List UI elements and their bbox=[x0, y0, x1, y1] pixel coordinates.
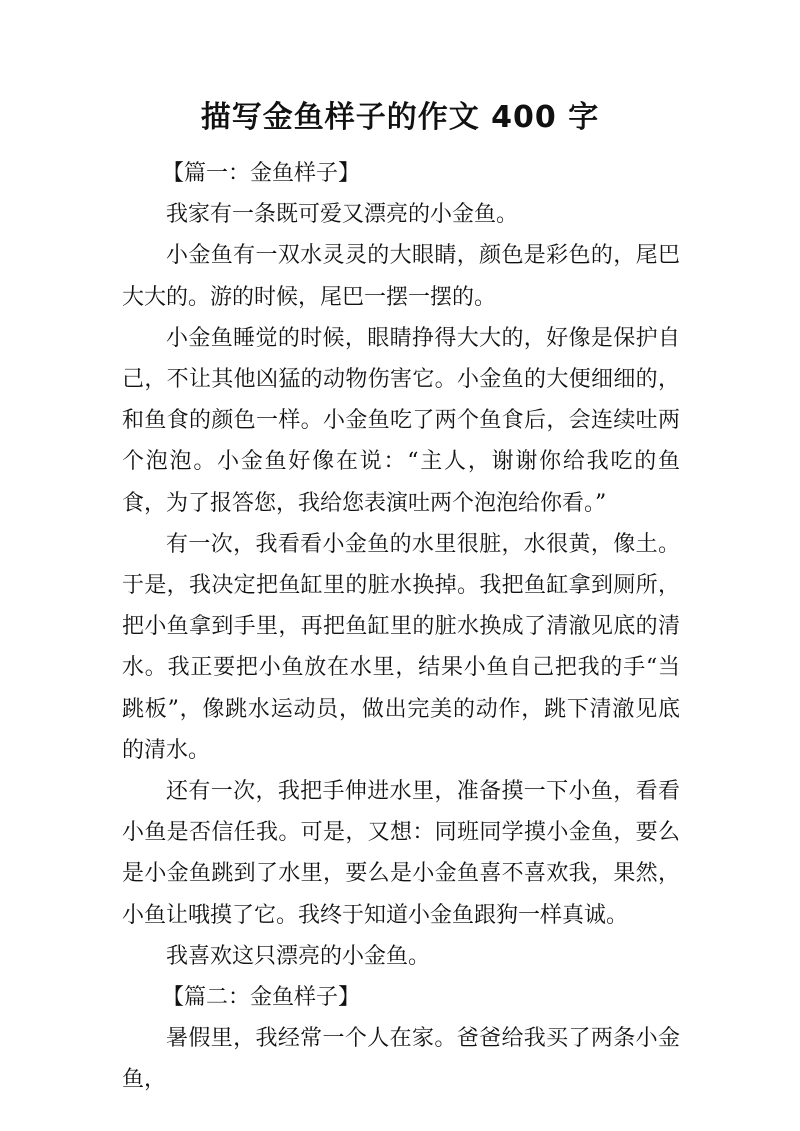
paragraph: 我喜欢这只漂亮的小金鱼。 bbox=[166, 943, 431, 969]
document-body bbox=[122, 153, 680, 1101]
paragraph: 小金鱼有一双水灵灵的大眼睛，颜色是彩色的，尾巴大大的。游的时候，尾巴一摆一摆的。 bbox=[122, 243, 680, 310]
section-heading-1: 【篇一：金鱼样子】 bbox=[162, 161, 361, 186]
paragraph: 有一次，我看看小金鱼的水里很脏，水很黄，像土。于是，我决定把鱼缸里的脏水换掉。我把鱼缸拿到厕所，把小鱼拿到手里，再把鱼缸里的脏水换成了清澈见底的清水。我正要把小鱼放在水里，结果小鱼自己把我的手“当跳板”，像跳水运动员，做出完美的动作，跳下清澈见底的清水。 bbox=[122, 531, 680, 763]
paragraph: 暑假里，我经常一个人在家。爸爸给我买了两条小金鱼， bbox=[122, 1026, 680, 1093]
section-heading-2: 【篇二：金鱼样子】 bbox=[162, 985, 361, 1011]
paragraph: 小金鱼睡觉的时候，眼睛挣得大大的，好像是保护自己，不让其他凶猛的动物伤害它。小金鱼的大便细细的，和鱼食的颜色一样。小金鱼吃了两个鱼食后，会连续吐两个泡泡。小金鱼好像在说：“主人，谢谢你给我吃的鱼食，为了报答您，我给您表演吐两个泡泡给你看。” bbox=[122, 325, 680, 516]
paragraph: 还有一次，我把手伸进水里，准备摸一下小鱼，看看小鱼是否信任我。可是，又想：同班同学摸小金鱼，要么是小金鱼跳到了水里，要么是小金鱼喜不喜欢我，果然，小鱼让哦摸了它。我终于知道小金鱼跟狗一样真诚。 bbox=[122, 779, 680, 928]
document-title: 描写金鱼样子的作文 400 字 bbox=[200, 100, 600, 135]
paragraph: 我家有一条既可爱又漂亮的小金鱼。 bbox=[166, 202, 519, 228]
